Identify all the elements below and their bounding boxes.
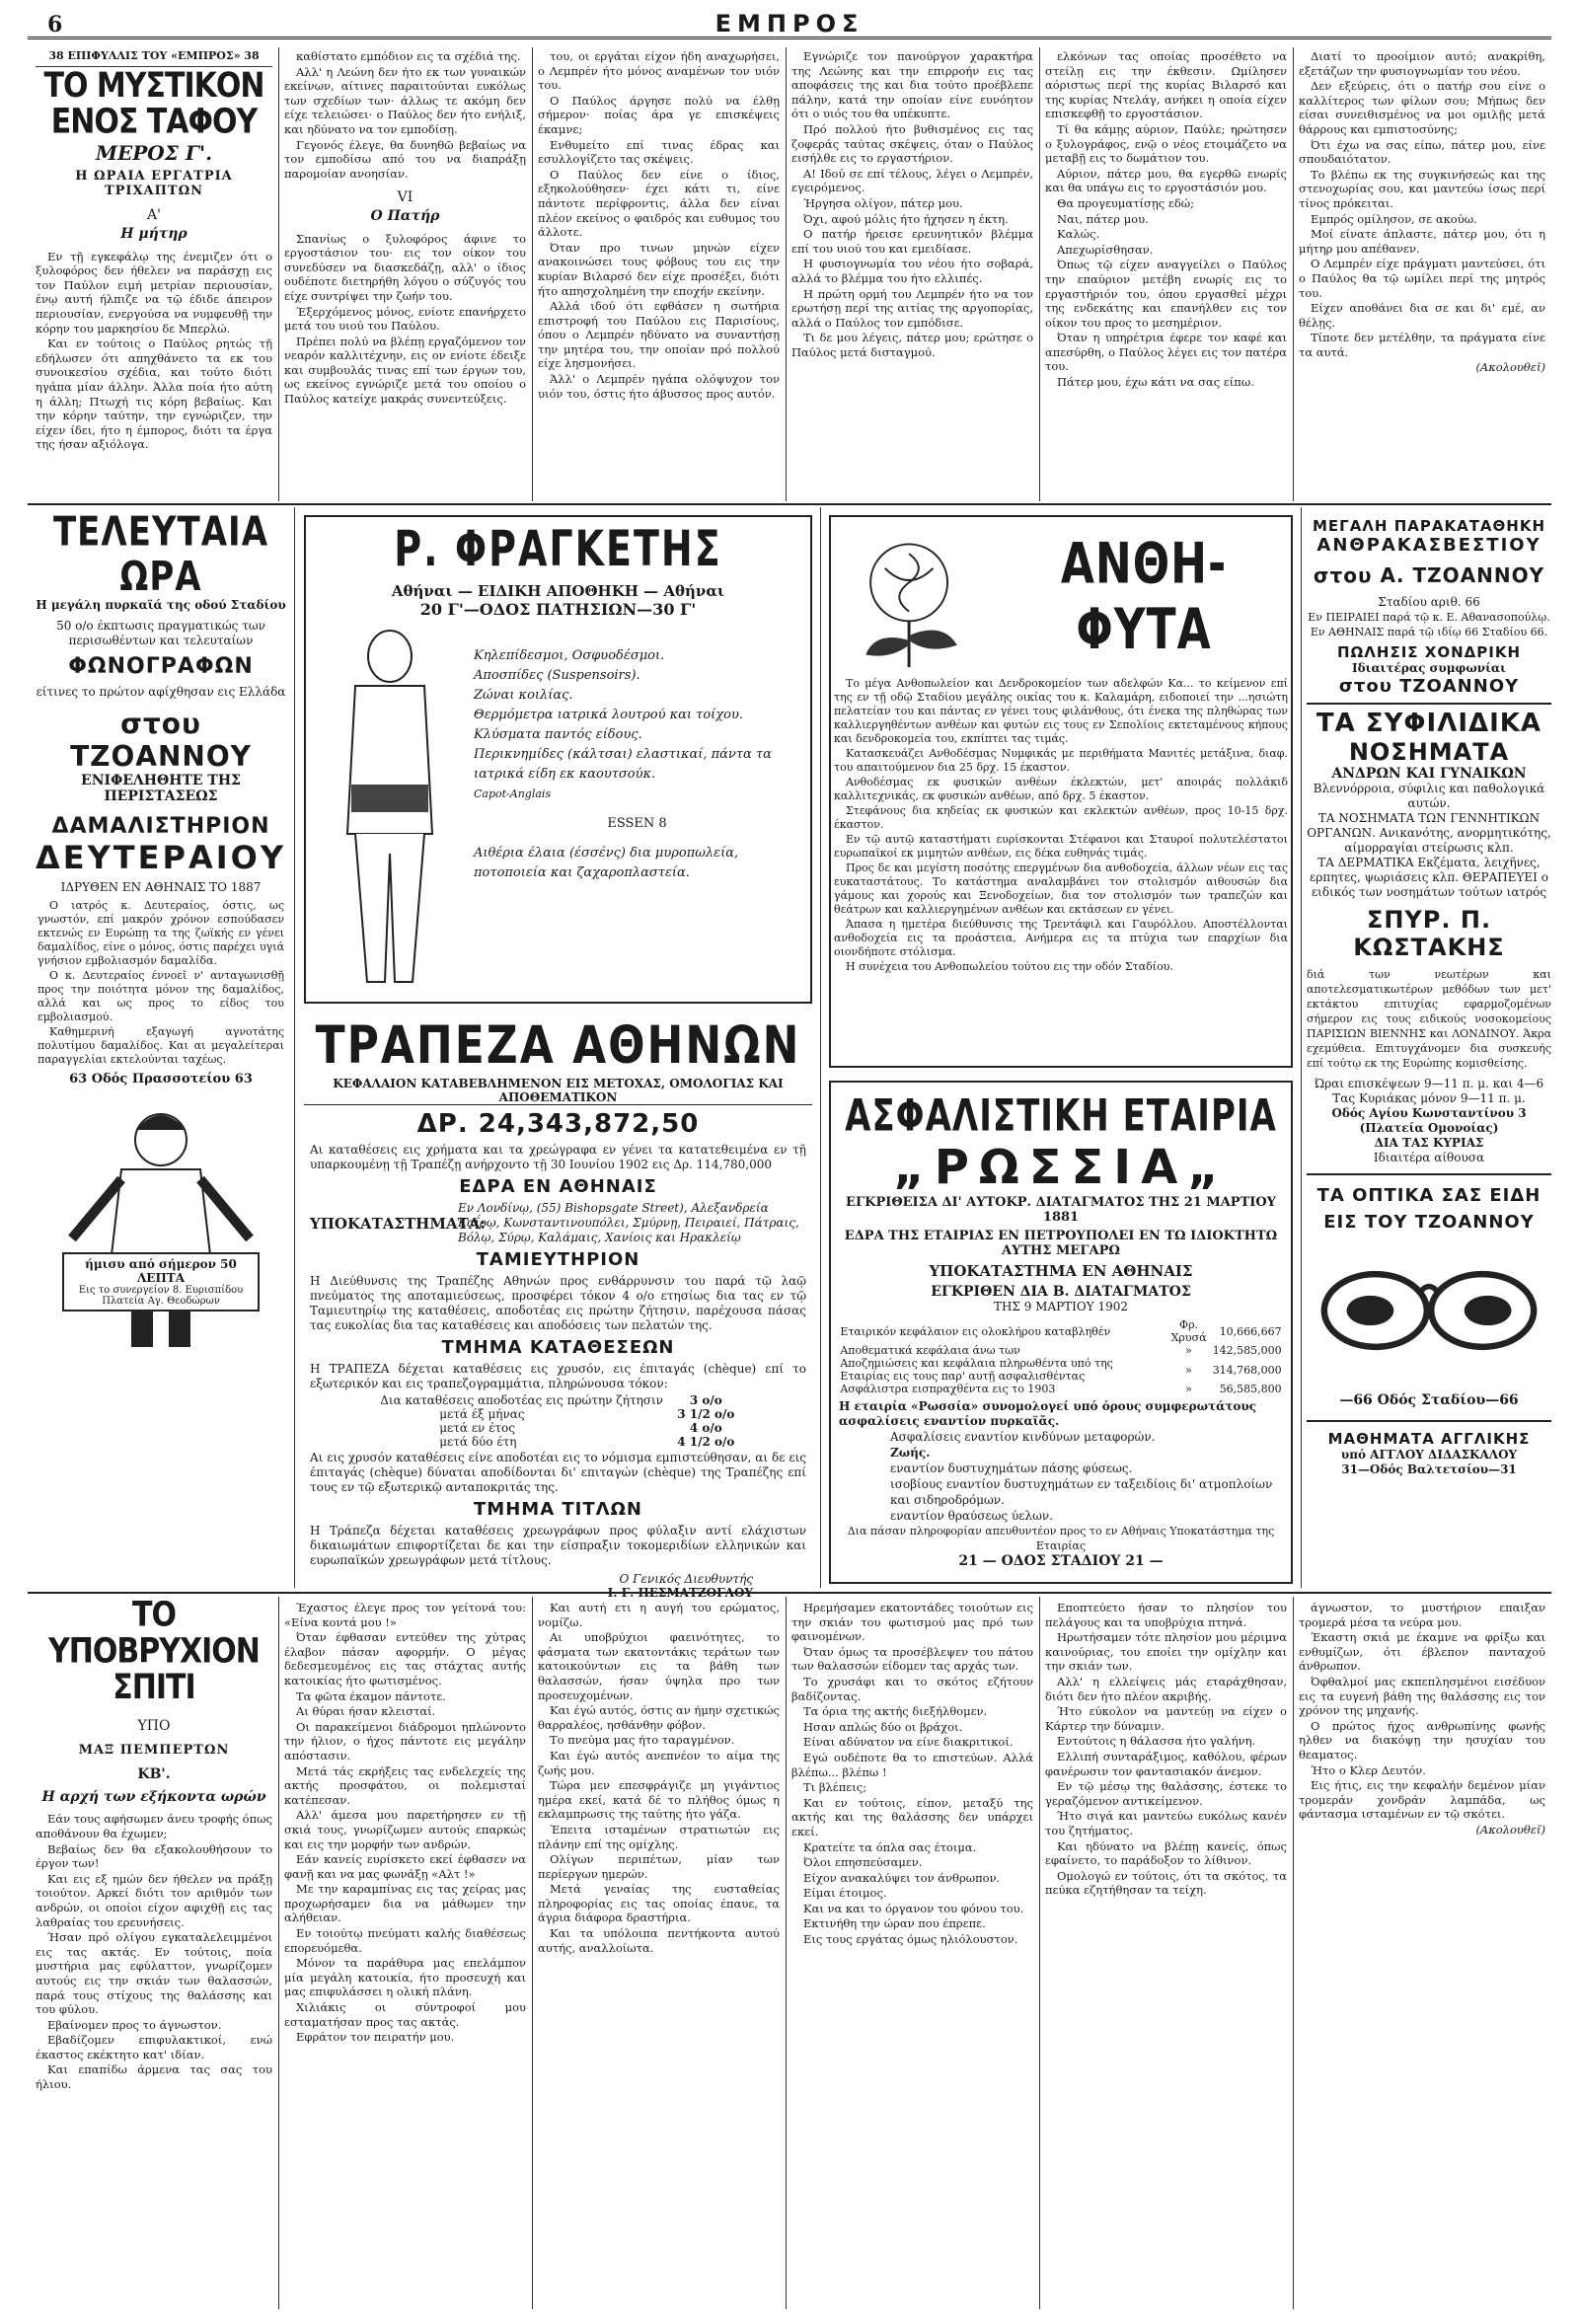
paragraph: Εβαδίζομεν επιφυλακτικοί, ενώ έκαστος εκέκτητο κατ' ιδίαν. [36,2033,272,2062]
paragraph: Όλοι επησπεύσαμεν. [803,1855,923,1870]
paragraph: Άλλ' ο Λεμπρέν ηγάπα ολόψυχον τον υιόν του, όστις ήτο άβυσσος προς αυτόν. [538,372,780,401]
table-row [380,1407,736,1421]
paragraph: Γεγονός έλεγε, θα δυνηθῶ βεβαίως να τον εμποδίσω από του να διαπράξῃ παρομοίαν ανοησίαν. [284,137,526,181]
bank-hq: ΕΔΡΑ ΕΝ ΑΘΗΝΑΙΣ [459,1176,657,1197]
feuilleton-subtitle: Η ΩΡΑΙΑ ΕΡΓΑΤΡΙΑ ΤΡΙΧΑΠΤΩΝ [75,169,233,198]
paragraph: Τώρα μεν επεσφράγιζε μη γιγάντιος ημέρα εκεί, κατά δέ το πλήθος όμως η εκλαμπρωσις της ταύτης ήτο γάζα. [538,1778,780,1822]
feuilleton-2-heading: Η αρχή των εξήκοντα ωρών [41,1788,266,1805]
paragraph: Πρό πολλού ήτο βυθισμένος εις τας ζοφεράς ταύτας σκέψεις, όταν ο Παύλος εισήλθε εις το εργαστήριον. [791,121,1033,166]
paragraph: Εντούτοις η θάλασσα ήτο γαλήνη. [1057,1734,1256,1749]
paragraph: Ηρεμήσαμεν εκατοντάδες τοιούτων εις την σκιάν του φωτισμού μας πρό των φαινομένων. [791,1601,1033,1644]
teleutaia-intro: Η μεγάλη πυρκαϊά της οδού Σταδίου [36,598,286,612]
figure-value: 56,585,800 [1219,1383,1282,1395]
optics-title: ΤΑ ΟΠΤΙΚΑ ΣΑΣ ΕΙΔΗ [1307,1173,1551,1206]
column-rule [786,1597,787,2309]
paragraph: Όπως τῷ είχεν αναγγείλει ο Παύλος την επαύριον μετέβη ενωρίς εις το εργαστήριόν του, όπου εργασθεί μέχρι της ενδεκάτης και επανήλθεν εις τον οίκον του προς το μεσημέριον. [1045,258,1287,330]
diseases-line: Βλεννόρροια, σύφιλις και παθολογικά αυτών. [1313,782,1545,810]
figure-value: 314,768,000 [1212,1363,1282,1377]
paragraph: Η συνέχεια του Ανθοπωλείου τούτου εις την οδόν Σταδίου. [846,960,1173,973]
bank-subtitle: ΚΕΦΑΛΑΙΟΝ ΚΑΤΑΒΕΒΛΗΜΕΝΟΝ ΕΙΣ ΜΕΤΟΧΑΣ, ΟΜΟΛΟΓΙΑΣ ΚΑΙ ΑΠΟΘΕΜΑΤΙΚΟΝ [304,1077,812,1105]
paragraph: Οι παρακείμενοι διάδρομοι ηπλώνοντο την ήλιον, ο ήχος πάντοτε εις μεγάλην απόστασιν. [284,1719,526,1762]
product-item: Αποσπίδες (Suspensoirs). [474,668,640,683]
english-address: 31—Οδός Βαλτετσίου—31 [1341,1462,1517,1476]
paragraph: Ο κ. Δευτεραίος έννοεῖ ν' ανταγωνισθῇ προς την ποιότητα μόνον της δαμαλίδος, αλλά και ως προς το είδος του εμβολιασμού. [38,969,284,1023]
rossia-decree: ΕΓΚΡΙΘΕΙΣΑ ΔΙ' ΑΥΤΟΚΡ. ΔΙΑΤΑΓΜΑΤΟΣ ΤΗΣ 21 ΜΑΡΤΙΟΥ 1881 [846,1195,1276,1225]
paragraph: Μετά γεναίας της ευσταθείας πληροφορίας εις τας οποίας έπαυε, τα άγρια διάφορα δραστήρια. [538,1882,780,1925]
phonographs-heading: ΦΩΝΟΓΡΑΦΩΝ [68,654,254,679]
table-row [840,1383,1281,1395]
insurance-type: Ασφαλίσεις εναντίον κινδύνων μεταφορών. [890,1430,1156,1444]
rate-value: 4 1/2 ο/ο [677,1435,735,1449]
rate-label: μετά εν έτος [439,1421,515,1435]
figure-label: Ασφάλιστρα εισπραχθέντα εις το 1903 [840,1383,1056,1395]
paragraph: Όφθαλμοί μας εκπεπλησμένοι εισέδυον εις τα ευγενή βάθη της θαλάσσης εις τον χρόνον της μηχανής. [1299,1674,1545,1718]
feuilleton-2-title: ΤΟ ΥΠΟΒΡΥΧΙΟΝ ΣΠΙΤΙ [48,1601,260,1708]
column-rule [820,507,821,1588]
product-item: Περικνημίδες (κάλτσαι) ελαστικαί, πάντα τα ιατρικά είδη εκ καουτσούκ. [474,747,772,782]
paragraph: Τίποτε δεν μετέλθην, τα πράγματα είνε τα αυτά. [1299,331,1545,359]
paragraph: Εν τῇ εγκεφάλῳ της ένεμιζεν ότι ο ξυλοφόρος δεν ήθελεν να παράσχῃ εις τον Παύλον ειμή μετρίαν περιουσίαν, ένῳ αυτή ήλπιζε να τῷ έδιδε άπειρον περιουσίαν, ενεργούσα να νυμφευθῇ την κόρην του μαρκησίου δε Μπερλώ. [36,249,272,336]
lime-address: Σταδίου αριθ. 66 [1378,595,1480,609]
section-divider [28,1592,1551,1594]
paragraph: Στεφάνους δια κηδείας εκ φυσικών και εκλεκτών ανθέων, προς 10-15 δρχ. έκαστον. [834,804,1288,831]
paragraph: Χιλιάκις οι σύντροφοί μου εσταματήσαν προς τας ακτάς. [284,2000,526,2029]
rate-label: μετά δύο έτη [439,1435,517,1449]
deposits-body: Η ΤΡΑΠΕΖΑ δέχεται καταθέσεις εις χρυσόν, εις έπιταγάς (chèque) επί το εξωτερικόν και εις τραπεζογραμμάτια, πληρώνουσα τόκον: [310,1362,806,1390]
feuilleton-column-1 [36,49,272,498]
paragraph: Ότι έχω να σας είπω, πάτερ μου, είνε σπουδαιότατον. [1299,137,1545,167]
product-item: Κλύσματα παντός είδους. [474,727,642,742]
bottom-column-4 [791,1601,1033,2311]
insurance-type: εναντίον θραύσεως ύελων. [890,1509,1054,1523]
rate-label: μετά έξ μήνας [439,1407,525,1421]
paragraph: Το πνεύμα μας ήτο ταραγμένον. [550,1733,735,1748]
paragraph: Μόνον τα παράθυρα μας επελάμπον μία μεγάλη κατοικία, ήτο προσευχή και μας επιφυλάσσει η ολική πλάνη. [284,1956,526,1999]
savings-title: ΤΑΜΙΕΥΤΗΡΙΟΝ [476,1249,640,1270]
paragraph: Ο πρώτος ήχος ανθρωπίνης φωνής ηλθεν να διακόψῃ την ησυχίαν του θεαματος. [1299,1718,1545,1762]
feuilleton-title: ΤΟ ΜΥΣΤΙΚΟΝ ΕΝΟΣ ΤΑΦΟΥ [43,65,264,142]
table-row [840,1344,1281,1357]
tzoannou-shop-2: στου ΤΖΟΑΝΝΟΥ [1338,676,1520,697]
branches-list: Εν Λονδίνῳ, (55) Bishopsgate Street), Αλεξανδρεία Καΐρῳ, Κωνσταντινουπόλει, Σμύρνῃ, Πειραιεί, Πάτραις, Βόλῳ, Σύρῳ, Καλάμαις, Χανίοις και Ηρακλείῳ [458,1201,799,1244]
newspaper-title: ΕΜΠΡΟΣ [714,10,865,37]
masthead [28,10,1551,39]
flowers-body [834,677,1288,975]
paragraph: Έπειτα ισταμένων στρατιωτών εις πλάνην επί της ομίχλης. [538,1822,780,1851]
boy-holding-sign-illustration [42,1100,279,1357]
sign-line: Εις το συνεργείον 8. Ευρισπίδου Πλατεία Αγ. Θεοδώρων [78,1285,244,1307]
paragraph: Αλλ' η ελλείψεις μάς εταράχθησαν, διότι δεν ήτο πλέον ακριβής. [1045,1674,1287,1703]
paragraph: Το βλέπω εκ της συγκινήσεώς και της στενοχωρίας σου, και μαντεύω ίσως περί τίνος πρόκειται. [1299,167,1545,210]
paragraph: Ήτο ο Κλερ Δευτόν. [1311,1762,1426,1777]
insurance-title: ΑΣΦΑΛΙΣΤΙΚΗ ΕΤΑΙΡΙΑ [845,1090,1277,1142]
paragraph: Τα φῶτα έκαμον πάντοτε. [296,1688,446,1703]
paragraph: Όταν όμως τα προσέβλεψεν του πάτου των θαλασσών είδομεν τας αρχάς των. [791,1644,1033,1674]
sign-line: ήμισυ από σήμερον 50 ΛΕΠΤΑ [85,1257,237,1285]
rossia-title: „ΡΩΣΣΙΑ„ [893,1140,1229,1195]
optics-shop: ΕΙΣ ΤΟΥ ΤΖΟΑΝΝΟΥ [1323,1212,1535,1233]
text-column-5 [1045,49,1287,498]
paragraph: Εις τους εργάτας όμως ηλιόλουστον. [803,1932,1018,1947]
paragraph: Εμπρός ομίλησον, σε ακούω. [1311,211,1477,226]
paragraph: Ήσαν πρό ολίγου εγκαταλελειμμένοι εις τας ακτάς. Εν τούτοις, ποία μυστήρια μας εφύλαττον, γνωρίζομεν αυτούς εις την σκιάν των θαλασσών, παρά τους στίχους της θαλάσσης και του φύλου. [36,1930,272,2017]
spectacles-illustration [1311,1246,1547,1375]
torso-truss-illustration [316,627,464,992]
continued-note: (Ακολουθεῖ) [1475,360,1545,375]
right-ad-column [1307,511,1551,1587]
paragraph: Πάτερ μου, έχω κάτι να σας είπω. [1057,375,1254,390]
flowers-title: ΑΝΘΗ-ΦΥΤΑ [1060,531,1228,663]
deuteraios-name: ΔΕΥΤΕΡΑΙΟΥ [36,839,286,876]
paragraph: Και αυτή ετι η αυγή του ερώματος, νομίζω. [538,1601,780,1629]
paragraph: Και εις εξ ημών δεν ήθελεν να πράξῃ τοιούτον. Αρκεί διότι τον αριθμόν των ανδρών, οι οποίοι είχον αφιχθῇ εις τας λαθραίας του ερευνήσεις. [36,1871,272,1929]
paragraph: Προς δε και μεγίστη ποσότης επεργμένων δια ανθοδοχεία, άλλων νέων εις τας ευκαταστάτους. Το κατάστημα αναλαμβάνει τον στολισμόν αιθουσών δια γάμους και χορούς και Ξενοδοχείων, δια τον στολισμόν των τραπεζών και θεάτρων και καλλιεργημένων ανθέων και εκτάσεων εν γένει. [834,862,1288,916]
lime-piraeus: Εν ΠΕΙΡΑΙΕΙ παρά τῷ κ. Ε. Αθανασοπούλῳ. Εν ΑΘΗΝΑΙΣ παρά τῷ ιδίῳ 66 Σταδίου 66. [1308,611,1550,638]
paragraph: Έκαστη σκιά με έκαμνε να φρίξω και ενθυμίζων, ότι έβλεπον πανταχού άνθρωπον. [1299,1630,1545,1674]
paragraph: Ενθυμείτο επί τινας έδρας και εσυλλογίζετο τας σκέψεις. [538,137,780,167]
rossia-date: ΤΗΣ 9 ΜΑΡΤΙΟΥ 1902 [993,1300,1129,1313]
paragraph: Κρατείτε τα όπλα σας έτοιμα. [803,1839,977,1854]
paragraph: Μετά τάς εκρήξεις τας ενδελεχείς της ακτής προσφάτου, οι πολεμισταί κατέπεσαν. [284,1763,526,1807]
paragraph: Έχαστος έλεγε προς τον γείτονά του: «Είνα κοντά μου !» [284,1601,526,1629]
table-row [840,1357,1281,1383]
ladies-room: Ιδιαιτέρα αίθουσα [1373,1151,1485,1164]
optics-address: —66 Οδός Σταδίου—66 [1339,1392,1519,1408]
paragraph: Είχον ανακαλύψει τον άνθρωπον. [803,1870,1001,1885]
interest-rate-table [380,1393,736,1449]
signature-label: Ο Γενικός Διευθυντής [619,1572,753,1586]
paragraph: Αι θύραι ήσαν κλεισταί. [296,1704,436,1719]
paragraph: Εφράτον τον πειρατήν μου. [296,2030,455,2045]
rossia-footer: Δια πάσαν πληροφορίαν απευθυντέον προς το εν Αθήναις Υποκατάστημα της Εταιρίας [847,1525,1275,1552]
paragraph: Η φυσιογνωμία του νέου ήτο σοβαρά, αλλά το βλέμμα του ήτο ελλιπές. [791,257,1033,285]
product-item: Αιθέρια έλαια (έσσένς) δια μυροπωλεία, ποτοποιεία και ζαχαροπλαστεία. [474,846,739,880]
paragraph: Ο Λεμπρέν είχε πράγματι μαντεύσει, ότι ο Παύλος θα τῷ ωμίλει περί της μητρός του. [1299,257,1545,300]
diseases-line: ΤΑ ΝΟΣΗΜΑΤΑ ΤΩΝ ΓΕΝΝΗΤΙΚΩΝ ΟΡΓΑΝΩΝ. Ανικανότης, ανορμητικότης, αίμορραγίαι στείρωσις κλπ. [1307,811,1551,855]
tzoannou-shop: στου ΤΖΟΑΝΝΟΥ [70,708,252,773]
product-item: Capot-Anglais [474,787,552,800]
text-column-2 [284,49,526,498]
paragraph: Και τα υπόλοιπα πεντήκοντα αυτού αυτής, αναλλοίωτα. [538,1926,780,1955]
feuilleton-2-by: ΥΠΟ [137,1718,171,1734]
rose-illustration [837,523,981,671]
feuilleton-section: Α' [147,207,161,224]
paragraph: Έξερχόμενος μόνος, ενίοτε επανήρχετο μετά του υιού του Παύλου. [284,304,526,334]
column-rule [294,507,295,1588]
lime-title: ΜΕΓΑΛΗ ΠΑΡΑΚΑΤΑΘΗΚΗ [1312,517,1546,535]
fragketis-address: 20 Γ'—ΟΔΟΣ ΠΑΤΗΣΙΩΝ—30 Γ' [419,600,697,619]
paragraph: Και εν τούτοις, είπον, μεταξύ της ακτής και της θαλάσσης δεν υπάρχει εκεί. [791,1795,1033,1838]
paragraph: Και έγὼ αυτός ανεπνέον το αίμα της ζωής μου. [538,1748,780,1777]
paragraph: Βεβαίως δεν θα εξακολουθήσουν το έργον των! [36,1841,272,1871]
branches-label: ΥΠΟΚΑΤΑΣΤΗΜΑΤΑ: [310,1214,486,1233]
deposits-body-2: Αι εις χρυσόν καταθέσεις είνε αποδοτέαι εις το νόμισμα εμπιστεύθησαν, αι δε εις έπιταγάς (chèque) δύναται αποδίδονται δι' επιταγών (chèque) της Τραπέζης επί τους εν τῷ εξωτερικῷ ανταποκριτάς της. [310,1451,806,1494]
bottom-column-3 [538,1601,780,2311]
paragraph: Άπασα η ημετέρα διεύθυνσις της Τρεντάφιλ και Γαυρόλλου. Αποστέλλονται ανθοδοχεία εις τα προάστεια, Ανήμερα εις τα πτύχια των επαρχίων δια οιονδήποτε στόλισμα. [834,918,1288,958]
rate-label: Δια καταθέσεις αποδοτέας εις πρώτην ζήτησιν [380,1393,663,1407]
paragraph: Είναι αδύνατον να είνε διακριτικοί. [803,1735,1014,1750]
continued-note: (Ακολουθεῖ) [1475,1822,1545,1837]
paragraph: Τα όρια της ακτής διεξήλθομεν. [803,1704,988,1719]
bank-capital: ΔΡ. 24,343,872,50 [416,1109,700,1139]
paragraph: Αλλ' η Λεώνη δεν ήτο εκ των γυναικών εκείνων, αίτινες παραιτούνται ευκόλως των σχεδίων των· άλλως τε ακόμη δεν είχε τελειώσει· ο Παύλος δεν ήτο ενήλιξ, και ηδύνατο να τον εμποδίσῃ. [284,64,526,136]
paragraph: Α! Ιδού σε επί τέλους, λέγει ο Λεμπρέν, εγειρόμενος. [791,166,1033,195]
column-rule [1293,1597,1294,2309]
figure-label: Αποθεματικά κεφάλαια άνω των [840,1344,1020,1357]
newspaper-page [28,10,1551,2314]
figure-label: Αποζημιώσεις και κεφάλαια πληρωθέντα υπό της Εταιρίας εις τους παρ' αυτῇ ασφαλισθέντας [840,1357,1113,1383]
column-rule [278,47,279,501]
paragraph: Και εν τούτοις ο Παύλος ρητώς τῇ εδήλωσεν ότι απηχθάνετο τα εκ του συνοικεσίου σχέδια, και τούτο διότι ηγάπα μίαν άλλην. Άλλα ποία ήτο αύτη η άλλη; Πτωχή τις κόρη βεβαίως. Και την κόρην ταύτην, την εγνώριζεν, την είχεν ίδει, ήτο η έμπορος, διότι τα έργα της ήσαν αξιόλογα. [36,337,272,452]
titles-body: Η Τράπεζα δέχεται καταθέσεις χρεωγράφων προς φύλαξιν αντί ελάχιστων δικαιωμάτων επιφορτίζεται δε και την είσπραξιν τοκομεριδίων ελληνικών και ευρωπαϊκών χρεωγράφων μετά τίτλους. [310,1524,806,1567]
table-row [380,1435,736,1449]
paragraph: Εάν κανείς ευρίσκετο εκεί έφθασεν να φανῇ και να μας φωνάξῃ «Αλτ !» [284,1852,526,1881]
paragraph: Ο πατήρ ήρεισε ερευνητικόν βλέμμα επί του υιού του και εμειδίασε. [791,227,1033,256]
paragraph: Και να και το όργανον του φόνου του. [803,1901,1024,1915]
tzoannou-shop-lime: στου Α. ΤΖΟΑΝΝΟΥ [1313,563,1545,587]
column-rule [786,47,787,501]
paragraph: Αλλ' άμεσα μου παρετήρησεν εν τῇ σκιά τους, γνωρίζωμεν αυτούς επαρκώς και εις την μορφήν των ανδρών. [284,1808,526,1851]
figure-unit: » [1185,1344,1192,1357]
paragraph: Διατί το προοίμιον αυτό; ανακρίθη, εξετάζων την φυσιογνωμίαν του νέου. [1299,49,1545,78]
paragraph: Εβαίνομεν προς το άγνωστον. [47,2017,222,2032]
rossia-scope: Η εταιρία «Ρωσσία» συνομολογεί υπό όρους συμφερωτάτους ασφαλίσεις εναντίον πυρκαϊᾶς. [839,1399,1257,1428]
paragraph: Όταν προ τινων μηνών είχεν ανακοινώσει τους φόβους του εις την κυρίαν Βιλαρσό δεν είχε προσέξει, διότι ήτο απησχολημένη την εποχήν εκείνην. [538,240,780,298]
fragketis-advertisement [304,515,812,1004]
rossia-insurance-advertisement [829,1081,1293,1584]
rate-value: 4 ο/ο [689,1421,722,1435]
column-rule [1039,1597,1040,2309]
english-lessons: ΜΑΘΗΜΑΤΑ ΑΓΓΛΙΚΗΣ [1307,1420,1551,1448]
paragraph: Μοί είνατε άπλαστε, πάτερ μου, ότι η μήτηρ μου απέθανεν. [1299,227,1545,256]
column-rule [532,47,533,501]
bank-title: ΤΡΑΠΕΖΑ ΑΘΗΝΩΝ [315,1014,801,1077]
fragketis-subtitle: Αθήναι — ΕΙΔΙΚΗ ΑΠΟΘΗΚΗ — Αθήναι [391,582,725,600]
table-row [840,1318,1281,1344]
paragraph: Ομολογώ εν τούτοις, ότι τα σκότος, τα πεύκα εζητήθησαν τα τείχη. [1045,1868,1287,1898]
section-number: VI [397,189,414,206]
column-rule [532,1597,533,2309]
titles-title: ΤΜΗΜΑ ΤΙΤΛΩΝ [474,1499,642,1520]
rossia-figures-table [840,1318,1281,1395]
rossia-branch: ΥΠΟΚΑΤΑΣΤΗΜΑ ΕΝ ΑΘΗΝΑΙΣ [929,1262,1193,1280]
paragraph: Ησαν απλώς δύο οι βράχοι. [803,1719,963,1734]
paragraph: Και επαπίδω άρμενα τας σας του ήλιου. [36,2062,272,2092]
paragraph: Ο Παύλος άργησε πολύ να έλθῃ σήμερον· ποίας άρα γε επισκέψεις έκαμνε; [538,93,780,136]
paragraph: Θα προγευματίσῃς εδώ; [1057,195,1194,210]
feuilleton-kicker: 38 ΕΠΙΦΥΛΛΙΣ ΤΟΥ «ΕΜΠΡΟΣ» 38 [36,49,272,67]
deuteraios-address: 63 Οδός Πρασσοτείου 63 [69,1072,253,1087]
fragketis-title: Ρ. ΦΡΑΓΚΕΤΗΣ [394,520,722,577]
syphilis-title: ΤΑ ΣΥΦΙΛΙΔΙΚΑ [1307,703,1551,738]
paragraph: Καθημερινή εξαγωγή αγνοτάτης πολυτίμου δαμαλίδος. Και αι μεγαλείτεραι παραγγελίαι εκτελούνται ταχέως. [38,1025,284,1066]
paragraph: Δεν εξεύρεις, ότι ο πατήρ σου είνε ο καλλίτερος των φίλων σου; Μήπως δεν είσαι συνειθισμένος να μοι ομιλῇς μετά θάρρους και εμπιστοσύνης; [1299,79,1545,136]
product-item: Ζώναι κοιλίας. [474,688,573,703]
product-item: Θερμόμετρα ιατρικά λουτρού και τοίχου. [474,708,744,722]
bottom-column-6 [1299,1601,1545,2311]
paragraph: Ηρωτήσαμεν τότε πλησίον μου μέριμνα καινούριας, του εποίει την ομίχλην και την σκιάν των. [1045,1630,1287,1674]
paragraph: Ανθοδέσμας εκ φυσικών ανθέων έκλεκτών, μετ' αποιράς πολλάκιδ καλλιτεχνικάς, εκ φυσικών ανθέων, από δρχ. 5 έκαστον. [834,776,1288,802]
rate-value: 3 ο/ο [689,1393,722,1407]
text-column-4 [791,49,1033,498]
doctor-body: διά των νεωτέρων και αποτελεσματικωτέρων μεθόδων των μετ' εκτάκτου επιτυχίας εφαρμοζομένων σήμερον εις τους ειδικούς νοσοκομείους ΠΑΡΙΣΙΩΝ ΒΙΕΝΝΗΣ και ΛΟΝΔΙΝΟΥ. Άκρα εχεμύθεια. Επιτυγχάνομεν δια συσκευής επί τούτῳ εκ της Ευρώπης κομισθείσης. [1307,968,1551,1070]
paragraph: Το μέγα Ανθοπωλείον και Δενδροκομείον των αδελφών Κα... το κείμενον επί της εν τῇ οδῷ Σταδίου μεγάλης οικίας του κ. Καλαμάρη, ειδοποιεί την ...ησιώτη πελατείαν του και πάντας εν γένει τους φιλάνθους, ότι ένεκα της πληθώρας των καλλιεργηθέντων ανθέων και φυτών εις τους εν Σεπολίοις εκτεταμένους κήπους και δενδροκομεία του, εκπίπτει τας τιμάς. [834,677,1288,745]
paragraph: Και ηδύνατο να βλέπῃ κανείς, όπως εφαίνετο, το παράδοξον το λίθινον. [1045,1838,1287,1868]
teleutaia-sale: 50 ο/ο έκπτωσις πραγματικώς των περισωθέντων και τελευταίων [56,619,265,647]
bank-deposits: Αι καταθέσεις εις χρήματα και τα χρεώγραφα εν γένει τα κατατεθειμένα εν τῇ υπαρκουμένῃ τῇ Τραπέζῃ ανήρχοντο τῇ 30 Ιουνίου 1902 εις Δρ. 114,780,000 [310,1143,806,1171]
paragraph: Ο ιατρός κ. Δευτεραίος, όστις, ως γνωστόν, επί μακρόν χρόνον εσπούδασεν εκτενώς εν Ευρώπῃ τα της ζωϊκής εν γένει δαμαλίδος, είνε ο μόνος, όστις παρέχει υγιά γνήσιον εμβολιασμόν δαμαλίδα. [38,899,284,967]
bottom-column-2 [284,1601,526,2311]
feuilleton-2-chapter: ΚΒ'. [137,1766,171,1783]
chapter-title: Ο Πατήρ [370,207,440,224]
text-column-6 [1299,49,1545,498]
section-divider [28,503,1551,505]
feuilleton-chapter: Η μήτηρ [120,225,188,242]
column-rule [1293,47,1294,501]
wholesale: ΠΩΛΗΣΙΣ ΧΟΝΔΡΙΚΗ [1337,643,1521,661]
figure-unit: » [1185,1363,1192,1377]
deposits-title: ΤΜΗΜΑ ΚΑΤΑΘΕΣΕΩΝ [441,1337,675,1358]
visiting-hours: Ώραι επισκέψεων 9—11 π. μ. και 4—6 Τας Κυριάκας μόνον 9—11 π. μ. [1314,1077,1544,1105]
feuilleton-2-author: ΜΑΞ ΠΕΜΠΕΡΤΩΝ [78,1742,230,1758]
paragraph: Και έγώ αυτός, όστις αν ήμην σχετικώς θαρραλέος, ησθάνθην φόβον. [538,1703,780,1732]
paragraph: Εποπτεύετο ήσαν το πλησίον του πελάγους και τα υποβρύχια πτηνά. [1045,1601,1287,1629]
boy-sign-board [62,1252,260,1312]
paragraph: Απεχωρίσθησαν. [1057,242,1154,257]
paragraph: άγνωστον, το μυστήριον επαιξαν τρομερά μέσα τα νεύρα μου. [1299,1601,1545,1629]
feuilleton-2-column-1 [36,1601,272,2311]
paragraph: Εγώ ουδέποτε θα το επιστεύων. Αλλά βλέπω... βλέπω ! [791,1750,1033,1779]
figure-unit: » [1185,1383,1192,1395]
figure-value: 10,666,667 [1219,1324,1282,1338]
paragraph: Εάν τους αφήσωμεν άνευ τροφής όπως αποθάνουν θα έχωμεν; [36,1812,272,1840]
doctor-name: ΣΠΥΡ. Π. ΚΩΣΤΑΚΗΣ [1353,906,1505,961]
paragraph: Όταν η υπηρέτρια έφερε τον καφέ και απεσύρθη, ο Παύλος λέγει εις τον πατέρα του. [1045,331,1287,374]
text-column-3 [538,49,780,498]
paragraph: Ήτο εύκολον να μαντεύῃ να είχεν ο Κάρτερ την δύναμιν. [1045,1704,1287,1733]
paragraph: Αι υποβρύχιοι φαεινότητες, το φάσματα των εκατοντάκις τεράτων των κατοικούντων εις τα βάθη των θαλασσών, ήσαν ύψηλα προ των προσευχομένων. [538,1630,780,1702]
ladies: ΔΙΑ ΤΑΣ ΚΥΡΙΑΣ [1374,1136,1484,1150]
paragraph: Ναι, πάτερ μου. [1057,211,1149,226]
lime-title-2: ΑΝΘΡΑΚΑΣΒΕΣΤΙΟΥ [1316,535,1541,556]
paragraph: Εν τῷ μέσῳ της θαλάσσης, έστεκε το γεραζόμενον αντικείμενον. [1045,1779,1287,1808]
diseases-subtitle: ΑΝΔΡΩΝ ΚΑΙ ΓΥΝΑΙΚΩΝ [1331,766,1527,782]
paragraph: Τι δε μου λέγεις, πάτερ μου; ερώτησε ο Παύλος μετά δισταγμού. [791,331,1033,359]
feuilleton-part: ΜΕΡΟΣ Γ'. [95,140,213,165]
column-rule [278,1597,279,2309]
diseases-line: ΤΑ ΔΕΡΜΑΤΙΚΑ Εκζέματα, λειχῆνες, ερπητες, ψωριάσεις κλπ. ΘΕΡΑΠΕΥΕΙ ο ειδικός των νοσημάτων τούτων ιατρός [1310,856,1548,899]
paragraph: Εν τῷ αυτῷ καταστήματι ευρίσκονται Στέφανοι και Σταυροί πολυτελέστατοι ευρωπαϊκοί εκ μιμητών ανθέων, εις δέκα ευθηνάς τιμάς. [834,833,1288,860]
rate-value: 3 1/2 ο/ο [677,1407,735,1421]
product-item: Κηλεπίδεσμοι, Οσφυοδέσμοι. [474,648,665,663]
paragraph: Ολίγων περιπέτων, μίαν των περίεργων ημερών. [538,1852,780,1881]
paragraph: Ο Παύλος δεν είνε ο ίδιος, εξηκολούθησεν· έχει κάτι τι, είνε πάντοτε περίφροντις, άλλα δεν είναι πλέον εκείνος ο φαιδρός και ευθυμος του άλλοτε. [538,167,780,240]
paragraph: ελκόνων τας οποίας προσέθετο να στείλῃ εις την έκθεσιν. Ωμίλησεν αόριστως περί της κυρίας Βιλαρσό και της κυρίας Ντελάγ, ανήκει η οποία είχεν επισκεφθῇ το εργοστάσιον. [1045,49,1287,121]
paragraph: Είχεν αποθάνει δια σε και δι' εμέ, αν θέλῃς. [1299,301,1545,330]
english-teacher: υπό ΑΓΓΛΟΥ ΔΙΔΑΣΚΑΛΟΥ [1340,1448,1518,1462]
doctor-address: Οδός Αγίου Κωνσταντίνου 3 (Πλατεία Ομονοίας) [1331,1106,1527,1135]
signature-name: Ι. Γ. ΠΕΣΜΑΤΖΟΓΛΟΥ [607,1586,753,1597]
paragraph: Αύριον, πάτερ μου, θα εγερθῶ ενωρίς και θα υπάγω εις το εργοστάσιόν μου. [1045,166,1287,195]
product-item: ESSEN 8 [607,816,667,831]
column-rule [1301,507,1302,1588]
teleutaia-slogan: ΕΝΙΦΕΛΗΘΗΤΕ ΤΗΣ ΠΕΡΙΣΤΑΣΕΩΣ [81,773,241,804]
paragraph: Καλώς. [1057,227,1100,242]
paragraph: Τί θα κάμῃς αύριον, Παύλε; ηρώτησεν ο ξυλογράφος, ενῷ ο νέος ετοιμάζετο να μεταβῇ εις το δωμάτιον του. [1045,121,1287,166]
diseases-title: ΝΟΣΗΜΑΤΑ [1348,738,1510,766]
insurance-type: ισοβίους εναντίον δυστυχημάτων εν ταξειδίοις δι' ατμοπλοίων και σιδηροδρόμων. [890,1477,1273,1507]
paragraph: Εις ήτις, εις την κεφαλήν δεμένον μίαν τρομεράν χονδράν λαμπάδα, ως φάντασμα ισταμένων εν τῷ σκότει. [1299,1778,1545,1822]
figure-unit: Φρ. Χρυσά [1170,1318,1207,1344]
savings-body: Η Διεύθυνσις της Τραπέζης Αθηνών προς ενθάρρυνσιν του παρά τῷ λαῷ πνεύματος της αποταμιεύσεως, προσφέρει τόκον 4 ο/ο ετησίως δια τας εν τῷ Ταμιευτηρίῳ της καταθέσεις, αποδοτέας εις πρώτην ζήτησιν, παρέχουσα πάσας τας ευκολίας δια τας καταθέσεις και αποδόσεις των πελατών της. [310,1274,806,1332]
paragraph: Εν τοιούτῳ πνεύματι καλής διαθέσεως επορευόμεθα. [284,1926,526,1955]
insurance-type: εναντίον δυστυχημάτων πάσης φύσεως. [890,1462,1133,1475]
rossia-decree-2: ΕΓΚΡΙΘΕΝ ΔΙΑ Β. ΔΙΑΤΑΓΜΑΤΟΣ [931,1284,1191,1300]
teleutaia-note: είτινες το πρώτον αφίχθησαν εις Ελλάδα [36,685,286,699]
paragraph: Ήτο σιγά και μαντεύω ευκόλως κανέν του ζητήματος. [1045,1809,1287,1837]
paragraph: Είμαι έτοιμος. [803,1886,887,1901]
paragraph: Σπανίως ο ξυλοφόρος άφινε το εργοστάσιον του· εις τον οίκον του συνεδύσεν να διασκεδάζῃ, αλλ' ο ίδιος ουδέποτε διετηρήθη λόγου ο σύζυγός του είχε συντρίψει την ζωήν του. [284,231,526,303]
page-number: 6 [47,12,63,37]
table-row [380,1393,736,1407]
deuteraios-founded: ΙΔΡΥΘΕΝ ΕΝ ΑΘΗΝΑΙΣ ΤΟ 1887 [60,880,262,894]
paragraph: Πρέπει πολύ να βλέπῃ εργαζόμενον τον νεαρόν καλλιτέχνην, εις ον ενίοτε έδειξε και συμβουλάς τινας επί των έργων του, ως εκείνος εγνώριζε μετά του οποίου ο Παύλος κατείχε μακράς συνεντεύξεις. [284,334,526,407]
insurance-type: Ζωής. [890,1446,931,1460]
bottom-column-5 [1045,1601,1287,2311]
paragraph: Εγνώριζε τον πανούργον χαρακτήρα της Λεώνης και την επιρροήν εις τας αποφάσεις της και δια τούτο προέβλεπε πάλην, κατά την οποίαν είνε ευνόητον ότι ο υιός του θα υπέκυπτε. [791,49,1033,121]
paragraph: Τι βλέπεις; [803,1780,867,1795]
paragraph: καθίστατο εμπόδιον εις τα σχέδιά της. [296,49,521,63]
flowers-plants-advertisement [829,515,1293,1068]
deuteraios-title: ΔΑΜΑΛΙΣΤΗΡΙΟΝ [51,814,270,839]
left-ad-column [32,511,290,1587]
paragraph: Όταν έφθασαν εντεύθεν της χύτρας έλαβον πάσαν αφορμήν. Ο μέγας δεδεσμευμένος εις τας στάχτας αυτής κατοικίας ήτο φωτισμένος. [284,1630,526,1687]
bank-of-athens-advertisement [304,1014,812,1597]
paragraph: Όχι, αφού μόλις ήτο ήχησεν η έκτη. [803,211,1009,226]
table-row [380,1421,736,1435]
paragraph: Με την καραμπίνας εις τας χείρας μας προχωρήσαμεν δια να μάθωμεν την αλήθειαν. [284,1882,526,1925]
column-rule [1039,47,1040,501]
paragraph: Εκτινήθη την ώραν που έπρεπε. [803,1916,986,1931]
deuteraios-body [38,899,284,1068]
rossia-seat: ΕΔΡΑ ΤΗΣ ΕΤΑΙΡΙΑΣ ΕΝ ΠΕΤΡΟΥΠΟΛΕΙ ΕΝ ΤΩ ΙΔΙΟΚΤΗΤΩ ΑΥΤΗΣ ΜΕΓΑΡΩ [844,1229,1278,1258]
paragraph: Η πρώτη ορμή του Λεμπρέν ήτο να τον ερωτήσῃ περί της αιτίας της αργοπορίας, αλλά ο Παύλος τον εμπόδισε. [791,286,1033,330]
terms: Ιδιαιτέρας συμφωνίαι [1352,661,1506,675]
paragraph: Ελλιπή συνταράξιμος, καθόλου, φέρων φανέρωσιν τον φαντασιακόν άνεμον. [1045,1749,1287,1778]
figure-value: 142,585,000 [1212,1344,1282,1357]
paragraph: Αλλά ιδού ότι εφθάσεν η σωτήρια επιστροφή του Παύλου εις Παρισίους, όπου ο Λεμπρέν ηδύνατο να συναντήσῃ την μητέρα του, την οποίαν πρό πολλού είχε λησμονήσει. [538,299,780,371]
figure-label: Εταιρικόν κεφάλαιον εις ολοκλήρου καταβληθέν [840,1324,1111,1338]
paragraph: Ήργησα ολίγον, πάτερ μου. [803,195,963,210]
paragraph: Το χρυσάφι και το σκότος εζήτουν βαδίζοντας. [791,1674,1033,1703]
paragraph: Κατασκευάζει Ανθοδέσμας Νυμφικάς με περιθήματα Μανιτές μετάξινα, διαφ. του απαιτούμενον δια 25 δρχ. 15 έκαστον. [834,747,1288,774]
rossia-address: 21 — ΟΔΟΣ ΣΤΑΔΙΟΥ 21 — [958,1553,1164,1569]
paragraph: του, οι εργάται είχον ήδη αναχωρήσει, ο Λεμπρέν ήτο μόνος αναμένων τον υιόν του. [538,49,780,93]
teleutaia-title: ΤΕΛΕΥΤΑΙΑ ΩΡΑ [52,511,269,601]
